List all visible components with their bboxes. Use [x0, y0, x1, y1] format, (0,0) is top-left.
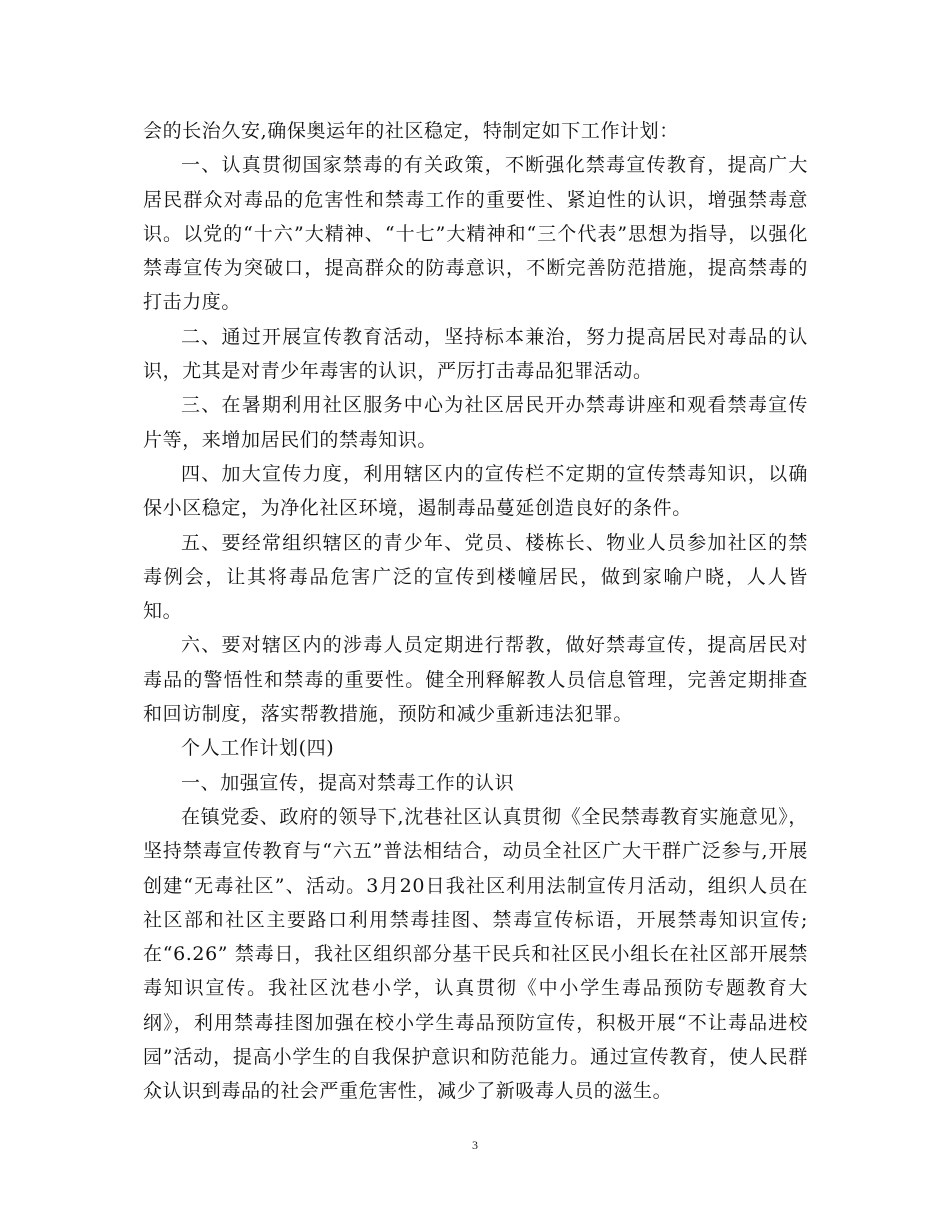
paragraph-item-2: 二、通过开展宣传教育活动，坚持标本兼治，努力提高居民对毒品的认识，尤其是对青少年毒害的认识，严厉打击毒品犯罪活动。: [143, 325, 808, 383]
paragraph-body: 在镇党委、政府的领导下,沈巷社区认真贯彻《全民禁毒教育实施意见》，坚持禁毒宣传教育与“六五”普法相结合，动员全社区广大干群广泛参与,开展创建“无毒社区”、活动。3月20日我社区利用法制宣传月活动，组织人员在社区部和社区主要路口利用禁毒挂图、禁毒宣传标语，开展禁毒知识宣传;在“6.26” 禁毒日，我社区组织部分基干民兵和社区民小组长在社区部开展禁毒知识宣传。我社区沈巷小学，认真贯彻《中小学生毒品预防专题教育大纲》，利用禁毒挂图加强在校小学生毒品预防宣传，积极开展“不让毒品进校园”活动，提高小学生的自我保护意识和防范能力。通过宣传教育，使人民群众认识到毒品的社会严重危害性，减少了新吸毒人员的滋生。: [143, 805, 808, 1103]
document-body: [143, 114, 808, 1109]
paragraph-item-4: 四、加大宣传力度，利用辖区内的宣传栏不定期的宣传禁毒知识，以确保小区稳定，为净化社区环境，遏制毒品蔓延创造良好的条件。: [143, 462, 808, 520]
paragraph-continuation: 会的长治久安,确保奥运年的社区稳定，特制定如下工作计划：: [143, 120, 679, 142]
paragraph-item-3: 三、在暑期利用社区服务中心为社区居民开办禁毒讲座和观看禁毒宣传片等，来增加居民们的禁毒知识。: [143, 394, 808, 451]
paragraph-item-5: 五、要经常组织辖区的青少年、党员、楼栋长、物业人员参加社区的禁毒例会，让其将毒品危害广泛的宣传到楼幢居民，做到家喻户晓，人人皆知。: [143, 531, 808, 623]
section-heading: 个人工作计划(四): [181, 737, 335, 760]
paragraph-item-6: 六、要对辖区内的涉毒人员定期进行帮教，做好禁毒宣传，提高居民对毒品的警悟性和禁毒的重要性。健全刑释解教人员信息管理，完善定期排查和回访制度，落实帮教措施，预防和减少重新违法犯罪。: [143, 634, 808, 726]
page-number: 3: [472, 1138, 478, 1152]
subsection-heading: 一、加强宣传，提高对禁毒工作的认识: [181, 771, 515, 794]
paragraph-item-1: 一、认真贯彻国家禁毒的有关政策，不断强化禁毒宣传教育，提高广大居民群众对毒品的危害性和禁毒工作的重要性、紧迫性的认识，增强禁毒意识。以党的“十六”大精神、“十七”大精神和“三个代表”思想为指导，以强化禁毒宣传为突破口，提高群众的防毒意识，不断完善防范措施，提高禁毒的打击力度。: [143, 154, 808, 314]
